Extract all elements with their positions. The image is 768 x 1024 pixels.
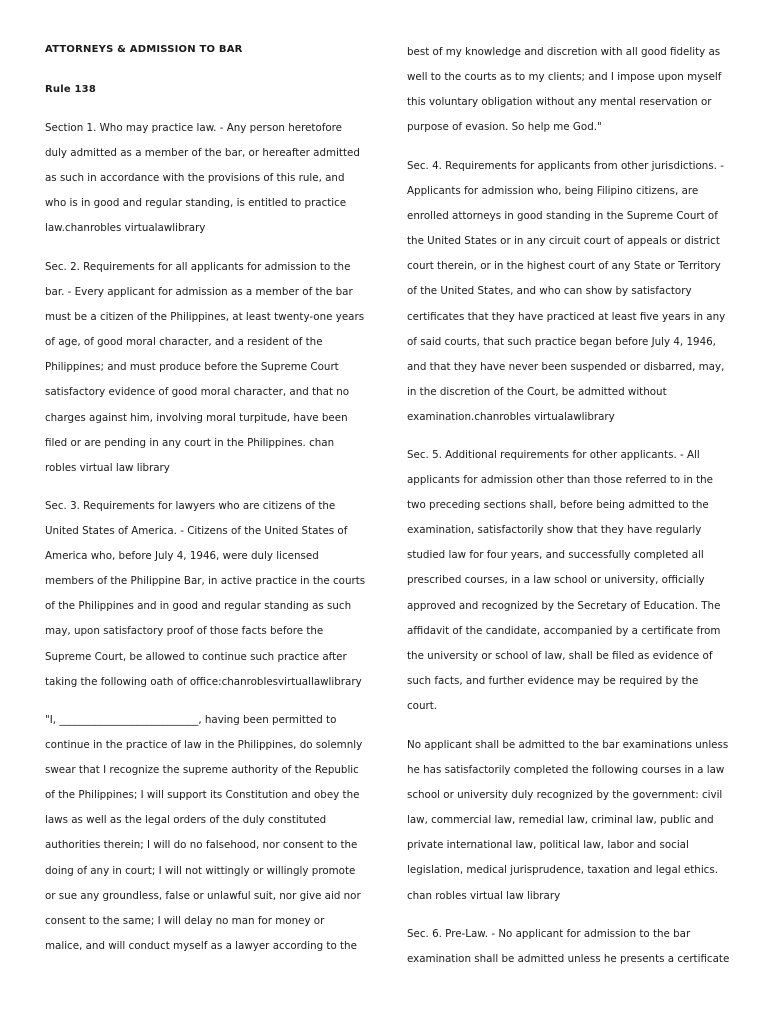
paragraph — [407, 733, 728, 909]
text-line: Philippines; and must produce before the Supreme Court — [45, 361, 339, 374]
text-line: must be a citizen of the Philippines, at least twenty-one years — [45, 311, 365, 324]
text-line: members of the Philippine Bar, in active practice in the courts — [45, 575, 366, 588]
text-line: prescribed courses, in a law school or university, officially — [407, 574, 705, 587]
text-line: enrolled attorneys in good standing in the Supreme Court of — [407, 210, 718, 223]
text-line: of the United States, and who can show by satisfactory — [407, 285, 692, 298]
text-line: satisfactory evidence of good moral character, and that no — [45, 386, 350, 399]
text-line: such facts, and further evidence may be required by the — [407, 674, 699, 687]
text-line: purpose of evasion. So help me God." — [407, 121, 602, 134]
text-line: United States of America. - Citizens of the United States of — [45, 525, 348, 538]
text-line: Section 1. Who may practice law. - Any person heretofore — [45, 122, 343, 134]
text-line: or sue any groundless, false or unlawful suit, nor give aid nor — [45, 889, 361, 902]
text-line: of the Philippines and in good and regular standing as such — [45, 600, 352, 613]
text-line: Supreme Court, be allowed to continue such practice after — [45, 650, 347, 663]
text-line: approved and recognized by the Secretary of Education. The — [407, 599, 721, 612]
text-line: No applicant shall be admitted to the bar examinations unless — [407, 739, 729, 751]
text-line: private international law, political law, labor and social — [407, 839, 689, 852]
text-line: well to the courts as to my clients; and I impose upon myself — [407, 71, 722, 84]
text-line: swear that I recognize the supreme authority of the Republic — [45, 764, 359, 777]
text-line: chan robles virtual law library — [407, 889, 561, 902]
text-line: charges against him, involving moral turpitude, have been — [45, 411, 348, 424]
text-line: consent to the same; I will delay no man for money or — [45, 914, 325, 927]
text-line: affidavit of the candidate, accompanied by a certificate from — [407, 624, 721, 637]
text-line: of age, of good moral character, and a resident of the — [45, 336, 323, 349]
text-line: Sec. 6. Pre-Law. - No applicant for admission to the bar — [407, 928, 691, 940]
text-line: examination shall be admitted unless he presents a certificate — [407, 953, 730, 966]
text-line: two preceding sections shall, before being admitted to the — [407, 499, 709, 512]
text-line: duly admitted as a member of the bar, or hereafter admitted — [45, 147, 360, 160]
text-line: Sec. 3. Requirements for lawyers who are citizens of the — [45, 500, 336, 512]
text-line: who is in good and regular standing, is entitled to practice — [45, 197, 347, 210]
text-line: court therein, or in the highest court of any State or Territory — [407, 260, 721, 273]
text-line: examination.chanrobles virtualawlibrary — [407, 410, 615, 423]
text-line: the United States or in any circuit court of appeals or district — [407, 235, 720, 248]
text-line: certificates that they have practiced at least five years in any — [407, 310, 726, 323]
text-line: taking the following oath of office:chanroblesvirtuallawlibrary — [45, 675, 362, 688]
text-line: school or university duly recognized by the government: civil — [407, 789, 723, 802]
paragraph — [407, 443, 720, 719]
text-line: malice, and will conduct myself as a lawyer according to the — [45, 939, 357, 952]
text-line: authorities therein; I will do no falsehood, nor consent to the — [45, 839, 358, 852]
text-line: America who, before July 4, 1946, were duly licensed — [45, 550, 319, 563]
text-line: the university or school of law, shall be filed as evidence of — [407, 649, 713, 662]
text-line: of the Philippines; I will support its Constitution and obey the — [45, 789, 360, 802]
text-line: Sec. 4. Requirements for applicants from other jurisdictions. - — [407, 160, 724, 172]
paragraph — [45, 116, 360, 241]
paragraph — [407, 154, 725, 430]
text-line: filed or are pending in any court in the Philippines. chan — [45, 436, 335, 449]
text-line: legislation, medical jurisprudence, taxation and legal ethics. — [407, 864, 718, 877]
text-line: bar. - Every applicant for admission as a member of the bar — [45, 286, 353, 299]
text-line: law, commercial law, remedial law, criminal law, public and — [407, 814, 714, 827]
paragraph — [45, 255, 364, 481]
paragraph — [45, 708, 362, 959]
text-line: Sec. 5. Additional requirements for other applicants. - All — [407, 449, 700, 461]
text-line: best of my knowledge and discretion with all good fidelity as — [407, 46, 721, 58]
text-line: studied law for four years, and successfully completed all — [407, 549, 704, 562]
text-line: law.chanrobles virtualawlibrary — [45, 222, 206, 235]
paragraph — [45, 494, 365, 695]
text-line: as such in accordance with the provisions of this rule, and — [45, 172, 345, 185]
text-line: Sec. 2. Requirements for all applicants for admission to the — [45, 261, 351, 273]
text-line: "I, ___________________________, having been permitted to — [45, 714, 337, 726]
paragraph — [407, 922, 729, 972]
text-line: Applicants for admission who, being Filipino citizens, are — [407, 185, 699, 198]
text-line: robles virtual law library — [45, 461, 170, 474]
text-line: continue in the practice of law in the Philippines, do solemnly — [45, 739, 363, 752]
text-line: court. — [407, 699, 438, 712]
text-line: applicants for admission other than those referred to in the — [407, 474, 714, 487]
paragraph — [407, 40, 721, 140]
text-line: and that they have never been suspended or disbarred, may, — [407, 360, 725, 373]
text-line: doing of any in court; I will not wittingly or willingly promote — [45, 864, 356, 877]
text-line: this voluntary obligation without any mental reservation or — [407, 96, 712, 109]
text-line: in the discretion of the Court, be admitted without — [407, 385, 667, 398]
text-line: laws as well as the legal orders of the duly constituted — [45, 814, 327, 827]
document-title: ATTORNEYS & ADMISSION TO BAR — [45, 44, 243, 55]
text-line: examination, satisfactorily show that they have regularly — [407, 524, 702, 537]
rule-number: Rule 138 — [45, 84, 96, 95]
text-line: of said courts, that such practice began before July 4, 1946, — [407, 335, 716, 348]
text-line: he has satisfactorily completed the following courses in a law — [407, 764, 725, 777]
text-line: may, upon satisfactory proof of those facts before the — [45, 625, 324, 638]
